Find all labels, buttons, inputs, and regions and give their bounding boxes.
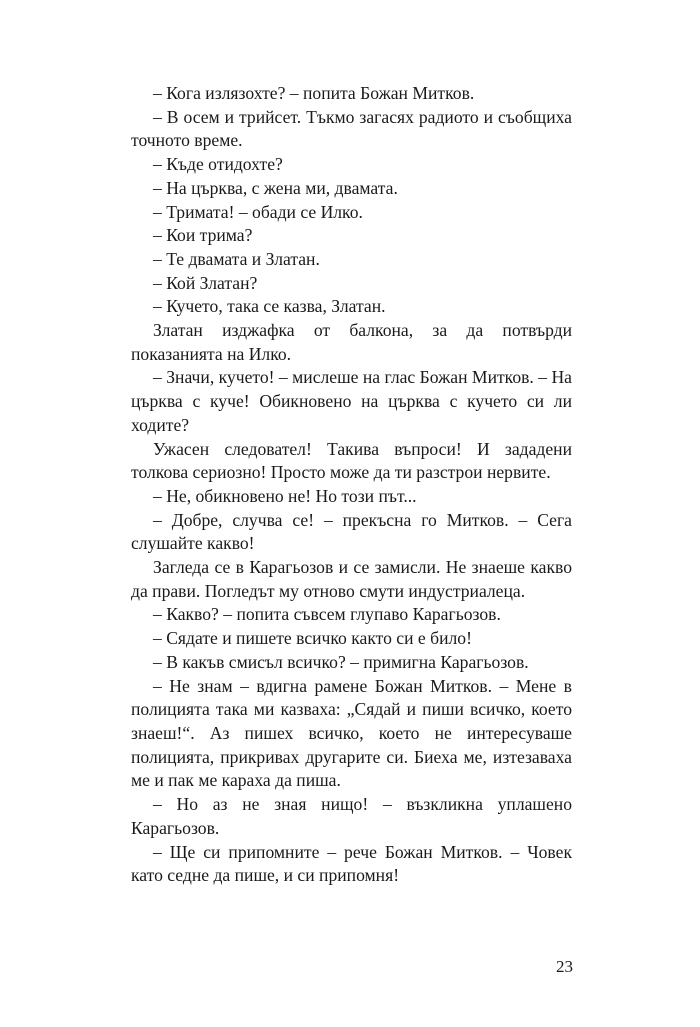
paragraph-13: – Не, обикновено не! Но този път... bbox=[153, 485, 417, 506]
paragraph-8: – Кой Златан? bbox=[153, 272, 258, 293]
paragraph-12: Ужасен следовател! Такива въпроси! И зададени толкова сериозно! Просто може да ти разстрои нервите. bbox=[131, 438, 572, 483]
paragraph-4: – На църква, с жена ми, двамата. bbox=[153, 177, 398, 198]
paragraph-14: – Добре, случва се! – прекъсна го Митков. – Сега слушайте какво! bbox=[131, 509, 572, 554]
paragraph-20: – Но аз не зная нищо! – възкликна уплашено Карагьозов. bbox=[131, 794, 572, 838]
paragraph-7: – Те двамата и Златан. bbox=[153, 248, 320, 269]
paragraph-9: – Кучето, така се казва, Златан. bbox=[153, 296, 386, 317]
paragraph-15: Загледа се в Карагьозов и се замисли. Не знаеше какво да прави. Погледът му отново смути индустриалеца. bbox=[131, 557, 572, 601]
paragraph-11: – Значи, кучето! – мислеше на глас Божан Митков. – На църква с куче! Обикновено на църква с кучето си ли ходите? bbox=[131, 367, 572, 435]
paragraph-3: – Къде отидохте? bbox=[153, 154, 283, 175]
paragraph-6: – Кои трима? bbox=[153, 225, 253, 246]
paragraph-2: – В осем и трийсет. Тъкмо загасях радиото и съобщиха точното време. bbox=[131, 106, 572, 151]
paragraph-16: – Какво? – попита съвсем глупаво Карагьозов. bbox=[153, 604, 501, 625]
paragraph-5: – Тримата! – обади се Илко. bbox=[153, 201, 363, 222]
paragraph-18: – В какъв смисъл всичко? – примигна Карагьозов. bbox=[153, 651, 529, 672]
page-number: 23 bbox=[556, 957, 573, 976]
paragraph-10: Златан изджафка от балкона, за да потвърди показанията на Илко. bbox=[131, 320, 572, 364]
page-text-block bbox=[131, 82, 572, 888]
paragraph-1: – Кога излязохте? – попита Божан Митков. bbox=[153, 83, 475, 103]
paragraph-19: – Не знам – вдигна рамене Божан Митков. – Мене в полицията така ми казваха: „Сядай и пиши всичко, което знаеш!“. Аз пишех всичко, което не интересуваше полицията, прикривах другарите си. Биеха ме, изтезаваха ме и пак ме караха да пиша. bbox=[131, 675, 572, 791]
paragraph-17: – Сядате и пишете всичко както си е било! bbox=[153, 628, 472, 649]
paragraph-21: – Ще си припомните – рече Божан Митков. – Човек като седне да пише, и си припомня! bbox=[131, 841, 572, 886]
